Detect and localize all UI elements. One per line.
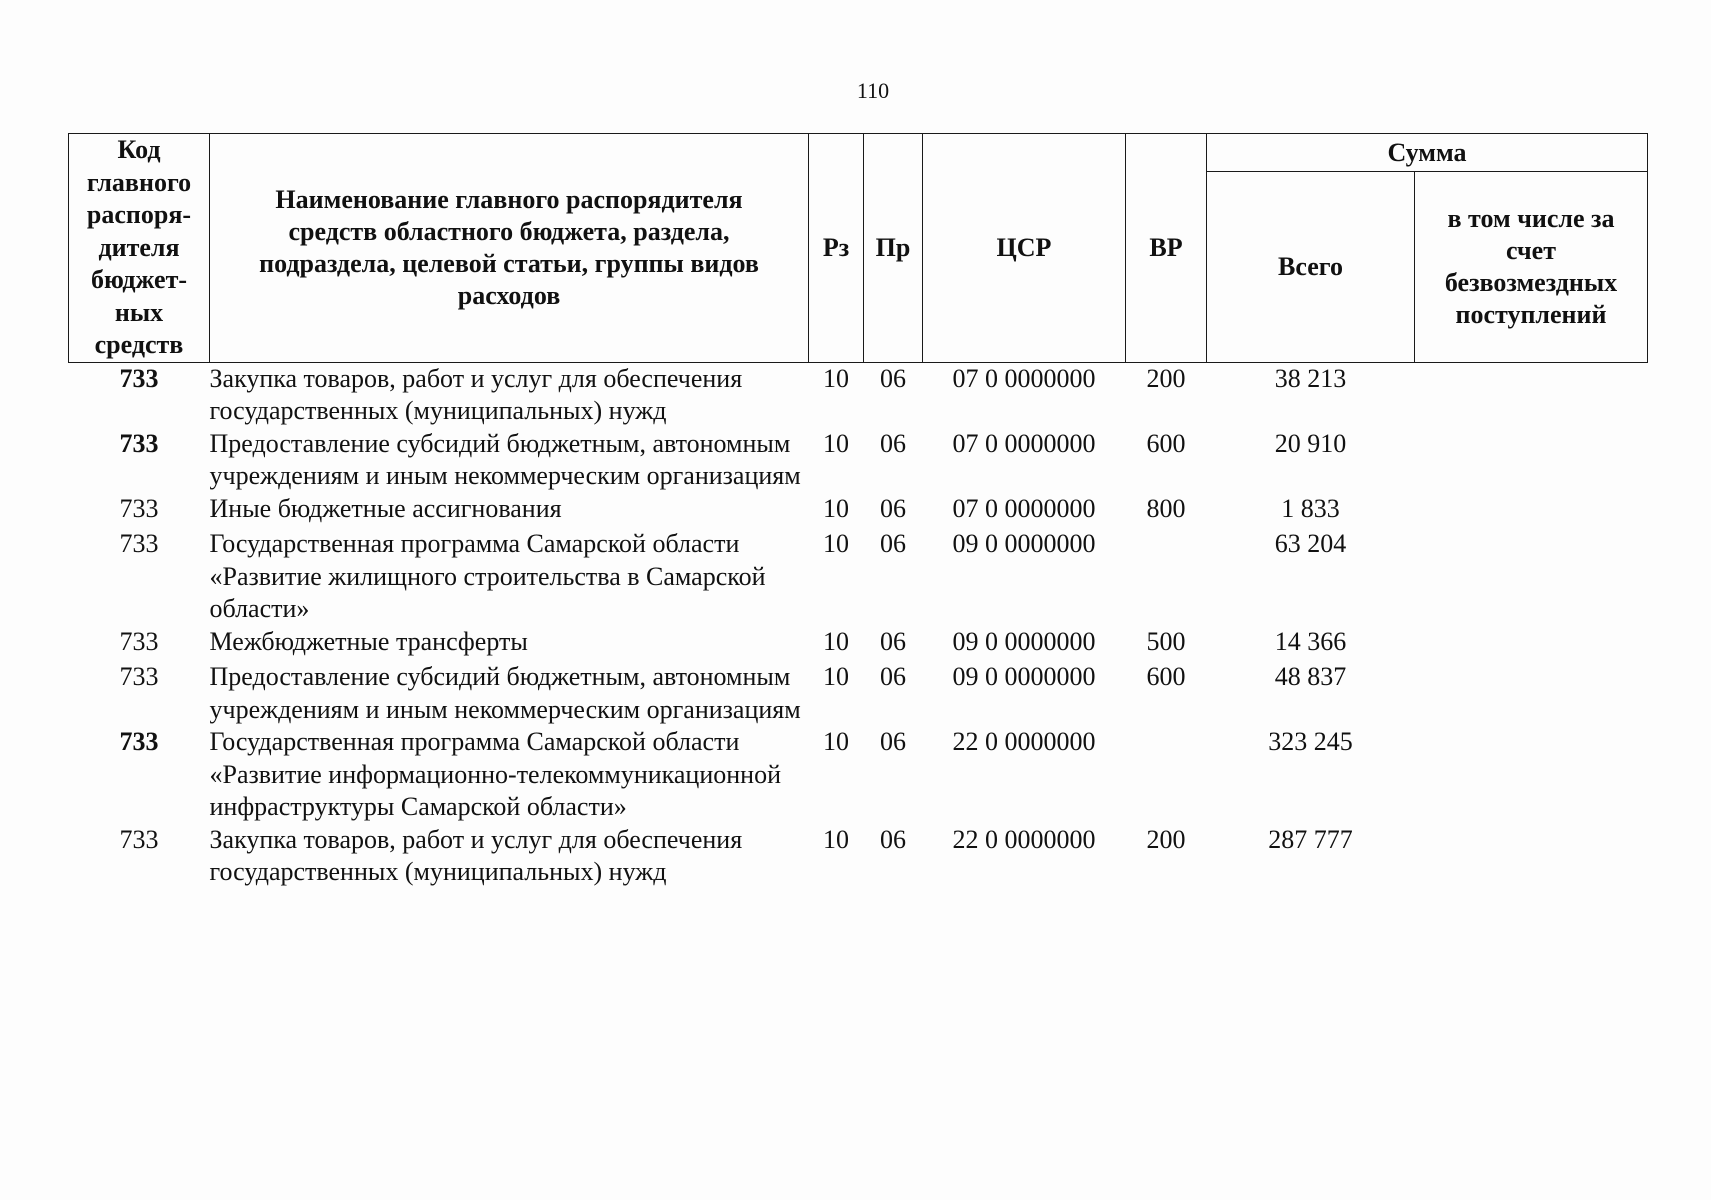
header-pr: Пр	[864, 134, 923, 363]
row-name: Закупка товаров, работ и услуг для обеспечения государственных (муниципальных) нужд	[209, 363, 743, 425]
table-row	[69, 493, 1648, 529]
row-vr: 500	[1146, 626, 1186, 656]
row-gratuitous	[1415, 661, 1648, 726]
row-csr: 07 0 0000000	[952, 363, 1096, 393]
row-name: Предоставление субсидий бюджетным, автономным учреждениям и иным некоммерческим организациям	[209, 428, 801, 490]
row-name: Иные бюджетные ассигнования	[209, 493, 562, 523]
row-code: 733	[119, 662, 159, 691]
page-number: 110	[856, 78, 890, 103]
header-total: Всего	[1207, 172, 1415, 362]
header-csr: ЦСР	[923, 134, 1126, 363]
row-vr	[1126, 528, 1207, 626]
row-code: 733	[119, 727, 159, 756]
row-pr: 06	[880, 428, 906, 458]
row-name: Государственная программа Самарской области «Развитие жилищного строительства в Самарской области»	[209, 529, 766, 623]
row-total: 1 833	[1281, 493, 1340, 523]
row-name: Предоставление субсидий бюджетным, автономным учреждениям и иным некоммерческим организациям	[209, 662, 801, 724]
row-gratuitous	[1415, 626, 1648, 662]
row-code: 733	[119, 493, 159, 523]
header-rz: Рз	[809, 134, 864, 363]
budget-table	[68, 133, 1648, 889]
table-row	[69, 824, 1648, 889]
row-total: 323 245	[1268, 727, 1353, 756]
row-pr: 06	[880, 824, 906, 854]
row-total: 14 366	[1274, 626, 1347, 656]
row-pr: 06	[880, 626, 906, 656]
row-total: 63 204	[1274, 529, 1347, 558]
table-row	[69, 726, 1648, 824]
row-vr: 200	[1146, 824, 1186, 854]
row-rz: 10	[823, 727, 849, 756]
table-row	[69, 626, 1648, 662]
row-rz: 10	[823, 662, 849, 691]
row-code: 733	[119, 626, 159, 656]
row-rz: 10	[823, 626, 849, 656]
table-row	[69, 661, 1648, 726]
row-csr: 09 0 0000000	[952, 626, 1096, 656]
table-row	[69, 528, 1648, 626]
row-rz: 10	[823, 824, 849, 854]
row-pr: 06	[880, 493, 906, 523]
row-pr: 06	[880, 727, 906, 756]
row-gratuitous	[1415, 726, 1648, 824]
row-gratuitous	[1415, 493, 1648, 529]
row-code: 733	[119, 363, 159, 393]
table-row	[69, 362, 1648, 428]
row-gratuitous	[1415, 362, 1648, 428]
row-csr: 09 0 0000000	[952, 662, 1096, 691]
row-rz: 10	[823, 428, 849, 458]
row-csr: 07 0 0000000	[952, 428, 1096, 458]
row-pr: 06	[880, 363, 906, 393]
row-code: 733	[119, 529, 159, 558]
header-name: Наименование главного распорядителя средств областного бюджета, раздела, подраздела, целевой статьи, группы видов расходов	[210, 134, 809, 363]
header-vr: ВР	[1126, 134, 1207, 363]
row-total: 287 777	[1268, 824, 1353, 854]
header-code: Код главного распоря-дителя бюджет-ных средств	[69, 134, 210, 363]
row-csr: 22 0 0000000	[952, 824, 1096, 854]
row-vr: 800	[1146, 493, 1186, 523]
row-pr: 06	[880, 662, 906, 691]
row-total: 48 837	[1274, 662, 1347, 691]
row-total: 38 213	[1274, 363, 1347, 393]
row-csr: 09 0 0000000	[952, 529, 1096, 558]
row-vr	[1126, 726, 1207, 824]
row-code: 733	[119, 428, 159, 458]
row-vr: 200	[1146, 363, 1186, 393]
row-pr: 06	[880, 529, 906, 558]
table-body	[69, 362, 1648, 889]
row-gratuitous	[1415, 528, 1648, 626]
row-vr: 600	[1146, 428, 1186, 458]
row-csr: 22 0 0000000	[952, 727, 1096, 756]
row-rz: 10	[823, 493, 849, 523]
row-name: Закупка товаров, работ и услуг для обеспечения государственных (муниципальных) нужд	[209, 824, 743, 886]
row-gratuitous	[1415, 428, 1648, 493]
row-csr: 07 0 0000000	[952, 493, 1096, 523]
row-rz: 10	[823, 363, 849, 393]
row-gratuitous	[1415, 824, 1648, 889]
row-name: Государственная программа Самарской области «Развитие информационно-телекоммуникационной инфраструктуры Самарской области»	[209, 727, 782, 821]
row-total: 20 910	[1274, 428, 1347, 458]
header-gratuitous: в том числе за счет безвозмездных поступлений	[1415, 172, 1648, 362]
row-code: 733	[119, 824, 159, 854]
header-sum: Сумма	[1207, 134, 1648, 172]
row-vr: 600	[1146, 662, 1186, 691]
row-name: Межбюджетные трансферты	[209, 626, 528, 656]
table-row	[69, 428, 1648, 493]
row-rz: 10	[823, 529, 849, 558]
